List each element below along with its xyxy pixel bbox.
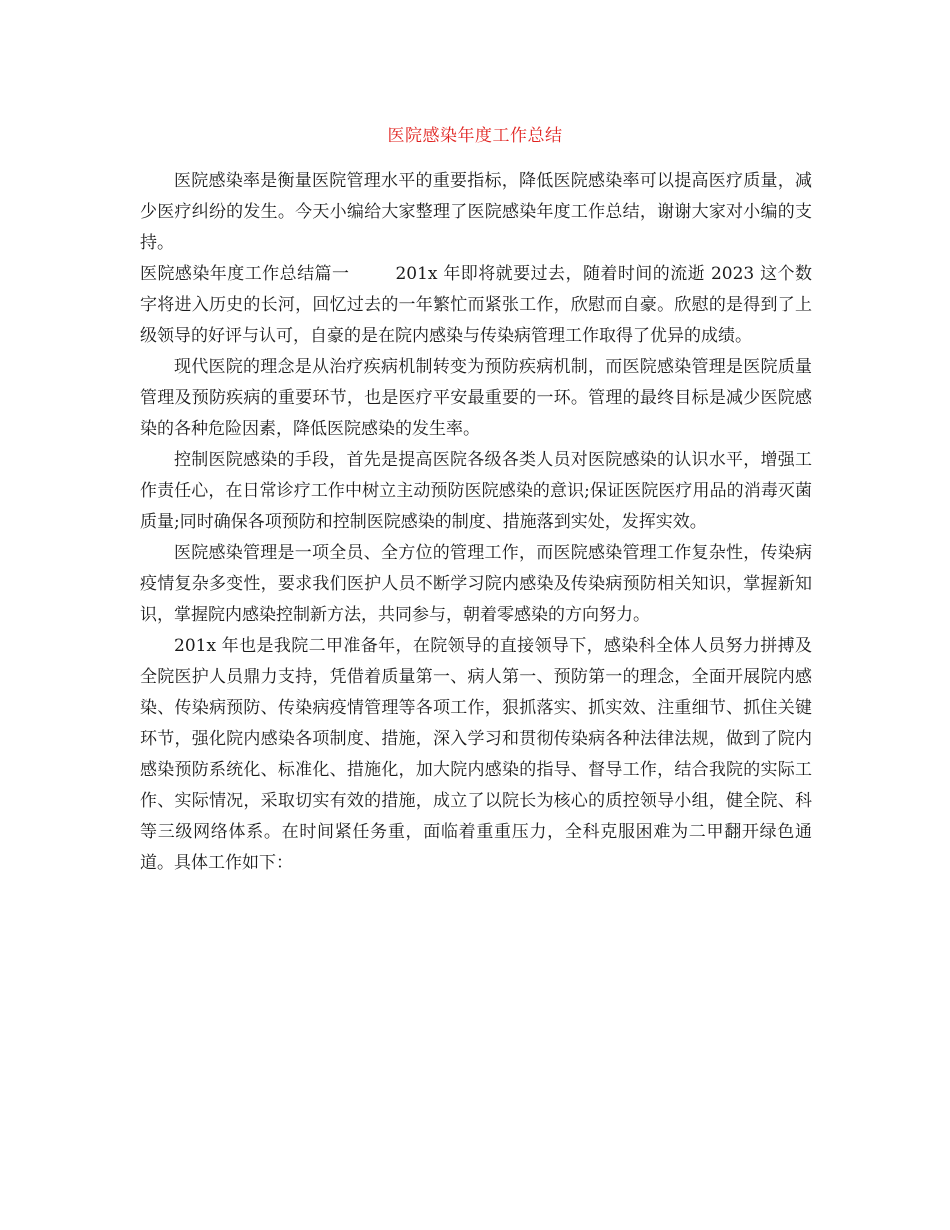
paragraph-modern-hospital: 现代医院的理念是从治疗疾病机制转变为预防疾病机制，而医院感染管理是医院质量管理及预防疾病的重要环节，也是医疗平安最重要的一环。管理的最终目标是减少医院感染的各种危险因素，降低医院感染的发生率。 [140,357,812,439]
section-one-text: 201x 年即将就要过去，随着时间的流逝 2023 这个数字将进入历史的长河，回忆过去的一年繁忙而紧张工作，欣慰而自豪。欣慰的是得到了上级领导的好评与认可，自豪的是在院内感染与传染病管理工作取得了优异的成绩。 [140,264,812,346]
section-heading: 医院感染年度工作总结篇一 [140,264,350,284]
document-body [140,166,812,879]
paragraph-management: 医院感染管理是一项全员、全方位的管理工作，而医院感染管理工作复杂性，传染病疫情复杂多变性，要求我们医护人员不断学习院内感染及传染病预防相关知识，掌握新知识，掌握院内感染控制新方法，共同参与，朝着零感染的方向努力。 [140,543,812,625]
paragraph-year-work: 201x 年也是我院二甲准备年，在院领导的直接领导下，感染科全体人员努力拼搏及全院医护人员鼎力支持，凭借着质量第一、病人第一、预防第一的理念，全面开展院内感染、传染病预防、传染病疫情管理等各项工作，狠抓落实、抓实效、注重细节、抓住关键环节，强化院内感染各项制度、措施，深入学习和贯彻传染病各种法律法规，做到了院内感染预防系统化、标准化、措施化，加大院内感染的指导、督导工作，结合我院的实际工作、实际情况，采取切实有效的措施，成立了以院长为核心的质控领导小组，健全院、科等三级网络体系。在时间紧任务重，面临着重重压力，全科克服困难为二甲翻开绿色通道。具体工作如下： [140,636,812,873]
paragraph-intro: 医院感染率是衡量医院管理水平的重要指标，降低医院感染率可以提高医疗质量，减少医疗纠纷的发生。今天小编给大家整理了医院感染年度工作总结，谢谢大家对小编的支持。 [140,171,812,253]
paragraph-control-methods: 控制医院感染的手段，首先是提高医院各级各类人员对医院感染的认识水平，增强工作责任心，在日常诊疗工作中树立主动预防医院感染的意识;保证医院医疗用品的消毒灭菌质量;同时确保各项预防和控制医院感染的制度、措施落到实处，发挥实效。 [140,450,812,532]
document-title: 医院感染年度工作总结 [387,126,563,146]
paragraph-section-one [140,259,812,352]
